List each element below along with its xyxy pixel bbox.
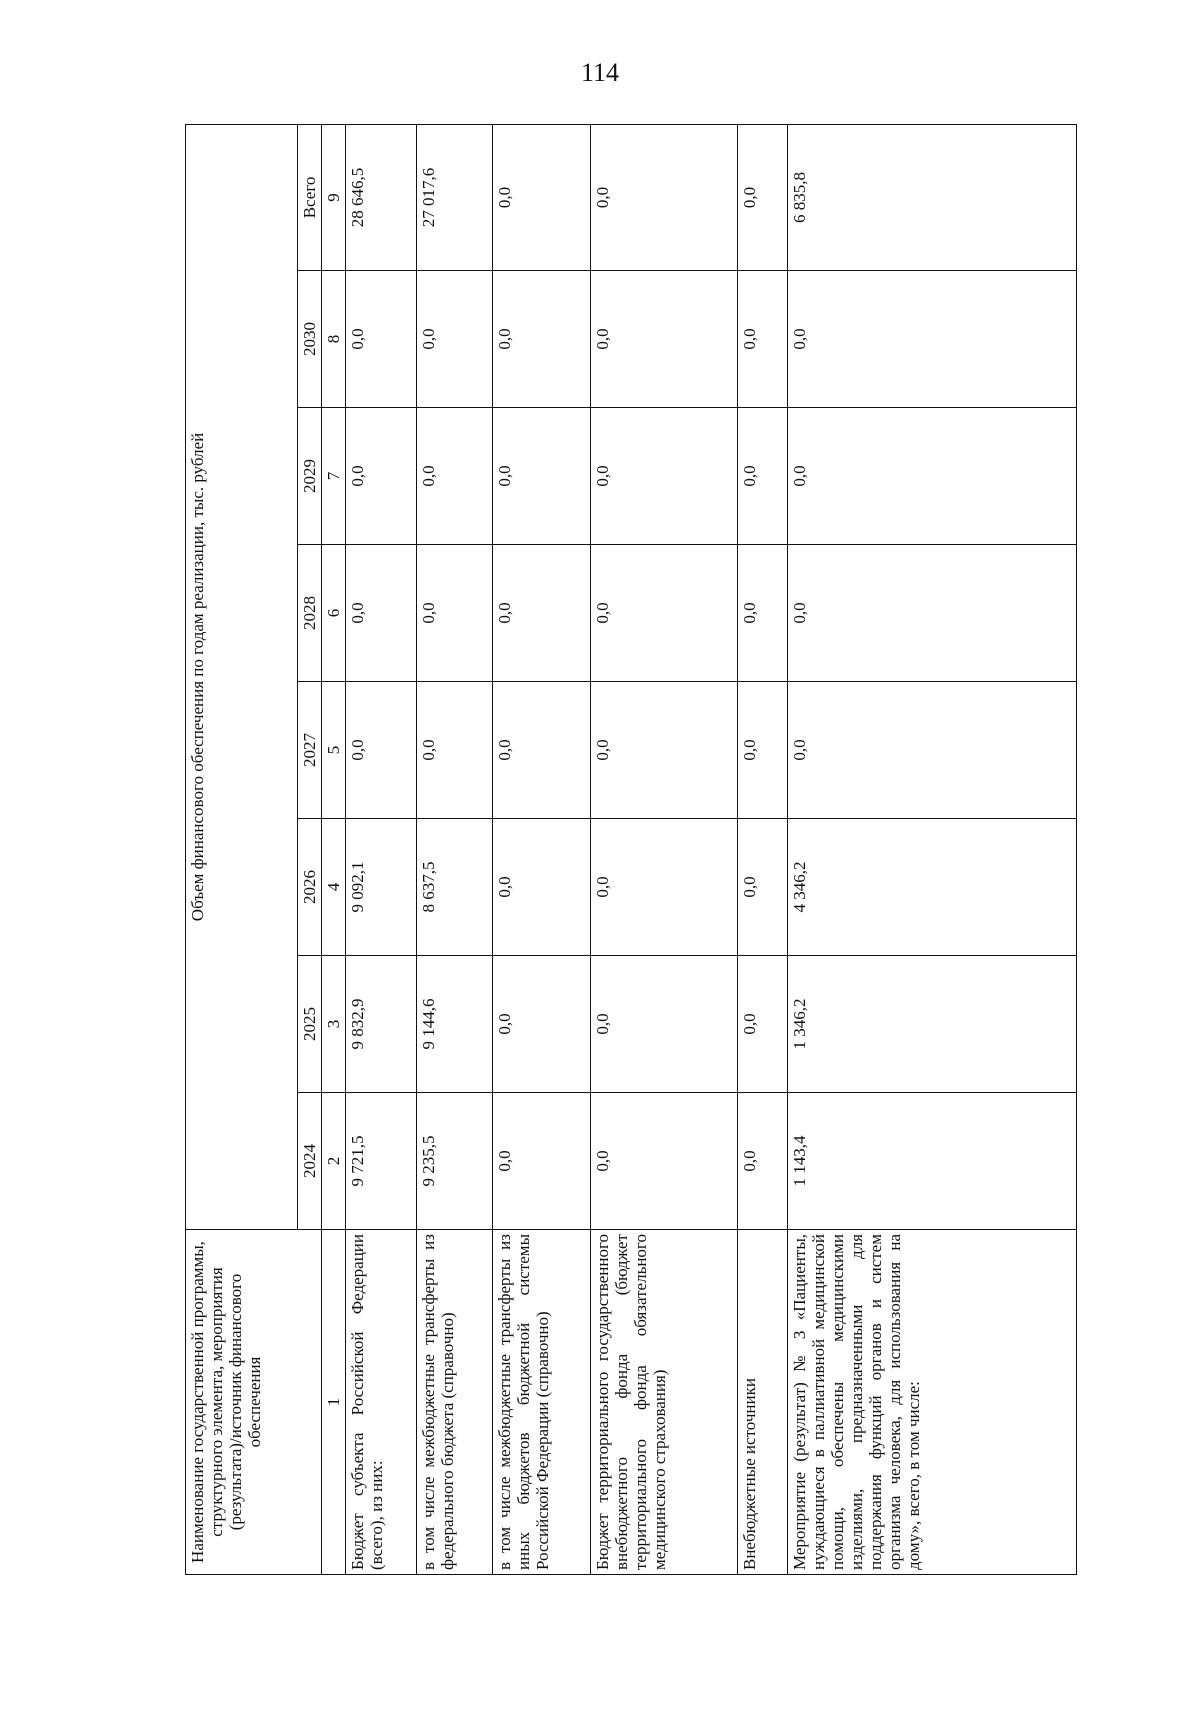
value-cell: 0,0 [417,545,493,682]
value-cell: 0,0 [788,408,1077,545]
name-column-header: Наименование государственной программы, структурного элемента, мероприятия (результата)/источник финансового обеспечения [186,1230,322,1575]
value-cell: 0,0 [493,956,591,1093]
value-cell: 0,0 [346,682,417,819]
column-number: 6 [322,545,346,682]
value-cell: 0,0 [346,545,417,682]
table-row [788,124,1077,1574]
total-cell: 27 017,6 [417,124,493,270]
value-cell: 0,0 [493,271,591,408]
value-cell: 0,0 [417,682,493,819]
column-number: 8 [322,271,346,408]
value-cell: 0,0 [591,956,738,1093]
row-label: в том числе межбюджетные трансферты из иных бюджетов бюджетной системы Российской Федерации (справочно) [493,1230,591,1575]
value-cell: 0,0 [493,819,591,956]
total-cell: 0,0 [493,124,591,270]
value-cell: 0,0 [788,271,1077,408]
value-cell: 8 637,5 [417,819,493,956]
total-cell: 0,0 [738,124,788,270]
column-number: 3 [322,956,346,1093]
row-label: Бюджет субъекта Российской Федерации (всего), из них: [346,1230,417,1575]
value-cell: 9 721,5 [346,1093,417,1230]
value-cell: 0,0 [493,545,591,682]
financing-table [185,124,1077,1575]
column-number: 9 [322,124,346,270]
column-number: 5 [322,682,346,819]
value-cell: 0,0 [346,408,417,545]
value-cell: 1 346,2 [788,956,1077,1093]
rotated-table-container [185,125,1072,1575]
total-cell: 6 835,8 [788,124,1077,270]
row-label: Мероприятие (результат) № 3 «Пациенты, нуждающиеся в паллиативной медицинской помощи, обеспечены медицинскими изделиями, предназначенными для поддержания функций органов и систем организма человека, для использования на дому», всего, в том числе: [788,1230,1077,1575]
value-cell: 0,0 [346,271,417,408]
table-row [738,124,788,1574]
value-cell: 0,0 [493,408,591,545]
value-cell: 0,0 [738,545,788,682]
table-row [493,124,591,1574]
year-header: 2026 [298,819,322,956]
value-cell: 1 143,4 [788,1093,1077,1230]
table-row [417,124,493,1574]
value-cell: 0,0 [591,1093,738,1230]
value-cell: 0,0 [738,1093,788,1230]
value-cell: 0,0 [591,819,738,956]
value-cell: 0,0 [493,1093,591,1230]
value-cell: 0,0 [417,271,493,408]
year-header: 2030 [298,271,322,408]
value-cell: 0,0 [591,271,738,408]
page-number: 114 [580,58,620,87]
total-header: Всего [298,124,322,270]
row-label: в том числе межбюджетные трансферты из федерального бюджета (справочно) [417,1230,493,1575]
row-label: Внебюджетные источники [738,1230,788,1575]
value-cell: 0,0 [591,682,738,819]
column-number: 4 [322,819,346,956]
column-number: 1 [322,1230,346,1575]
value-cell: 9 092,1 [346,819,417,956]
value-cell: 0,0 [738,956,788,1093]
year-header: 2024 [298,1093,322,1230]
value-cell: 0,0 [738,271,788,408]
funding-volume-header: Объем финансового обеспечения по годам реализации, тыс. рублей [186,124,298,1229]
value-cell: 9 144,6 [417,956,493,1093]
column-number: 7 [322,408,346,545]
value-cell: 0,0 [738,682,788,819]
value-cell: 9 832,9 [346,956,417,1093]
value-cell: 0,0 [788,545,1077,682]
value-cell: 9 235,5 [417,1093,493,1230]
table-row [346,124,417,1574]
year-header: 2027 [298,682,322,819]
row-label: Бюджет территориального государственного внебюджетного фонда (бюджет территориального фонда обязательного медицинского страхования) [591,1230,738,1575]
value-cell: 0,0 [591,408,738,545]
value-cell: 0,0 [493,682,591,819]
value-cell: 0,0 [788,682,1077,819]
table-row [591,124,738,1574]
value-cell: 0,0 [738,408,788,545]
value-cell: 4 346,2 [788,819,1077,956]
year-header: 2025 [298,956,322,1093]
year-header: 2029 [298,408,322,545]
total-cell: 28 646,5 [346,124,417,270]
year-header: 2028 [298,545,322,682]
column-number: 2 [322,1093,346,1230]
value-cell: 0,0 [738,819,788,956]
value-cell: 0,0 [591,545,738,682]
value-cell: 0,0 [417,408,493,545]
total-cell: 0,0 [591,124,738,270]
